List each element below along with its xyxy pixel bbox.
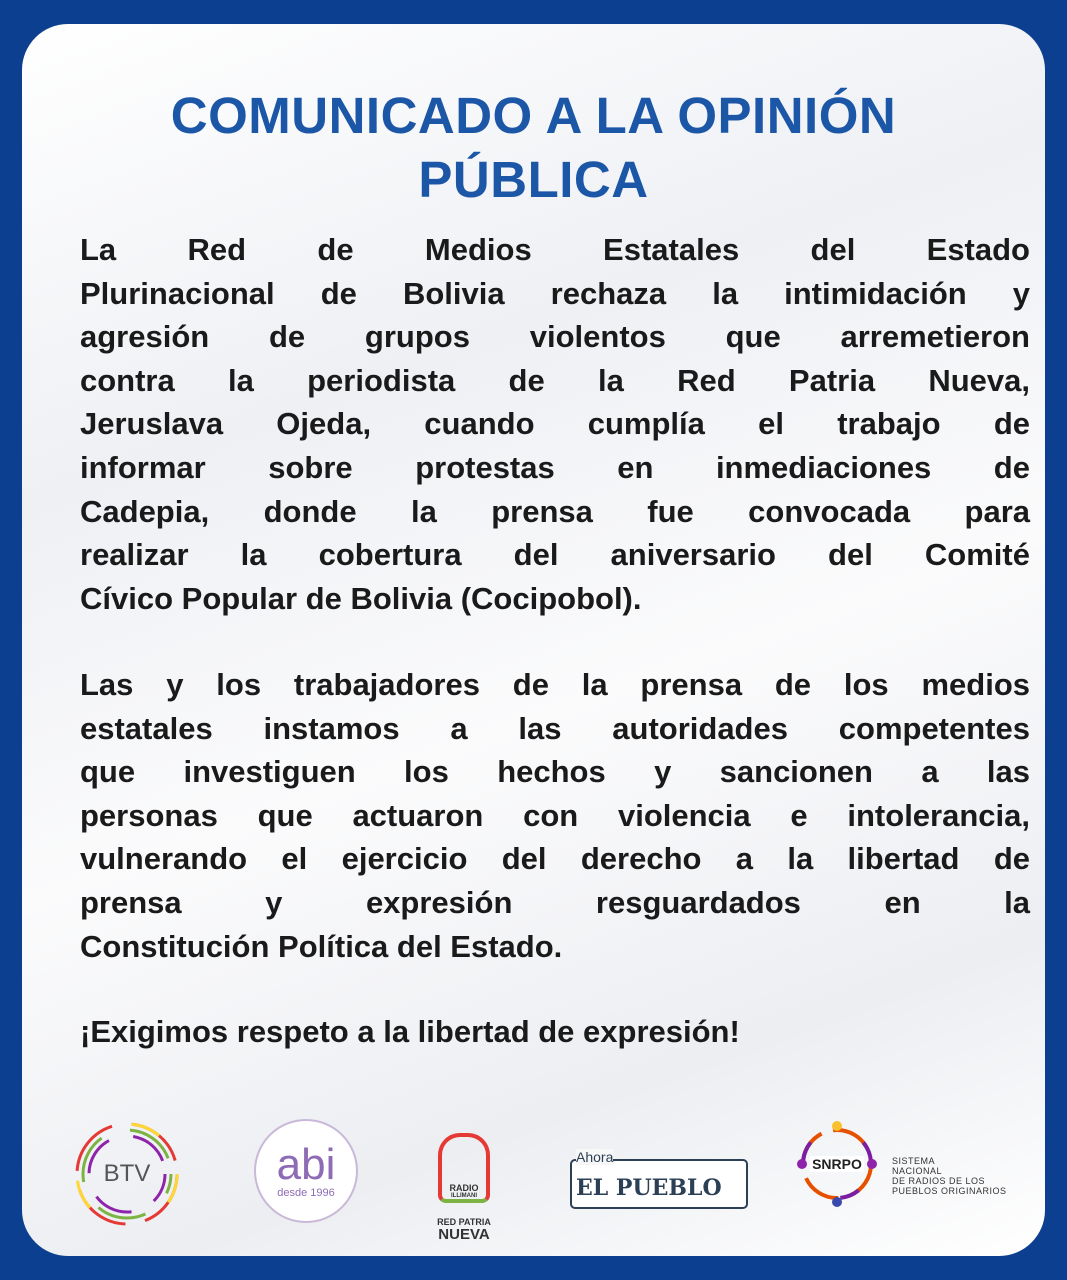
- paragraph: [80, 228, 1030, 620]
- paragraph-line: Cadepia, donde la prensa fue convocada para: [80, 493, 1030, 529]
- rpn-text: RED PATRIA: [437, 1216, 491, 1227]
- paragraph: [80, 1010, 1030, 1054]
- snrpo-logo: [792, 1119, 882, 1209]
- rpn-text-2: NUEVA: [438, 1225, 490, 1243]
- snrpo-caption-line: DE RADIOS DE LOS: [892, 1176, 986, 1186]
- paragraph-line: personas que actuaron con violencia e intolerancia,: [80, 797, 1030, 833]
- abi-subtext: desde 1996: [277, 1187, 335, 1199]
- paragraph-line: Las y los trabajadores de la prensa de los medios: [80, 667, 1030, 702]
- ahora-text: Ahora: [576, 1149, 614, 1165]
- paragraph-line: Plurinacional de Bolivia rechaza la intimidación y: [80, 275, 1030, 311]
- snrpo-caption: [892, 1156, 1007, 1196]
- radio-patria-nueva-logo: [434, 1127, 494, 1247]
- paragraph: [80, 663, 1030, 968]
- paragraph-line: Constitución Política del Estado.: [80, 928, 563, 964]
- btv-logo: [72, 1119, 182, 1229]
- snrpo-text: SNRPO: [812, 1156, 862, 1172]
- snrpo-caption-line: PUEBLOS ORIGINARIOS: [892, 1186, 1007, 1196]
- snrpo-caption-line: NACIONAL: [892, 1166, 943, 1176]
- radio-text: RADIO: [449, 1182, 479, 1193]
- paragraph-line: realizar la cobertura del aniversario del Comité: [80, 537, 1030, 573]
- paragraph-line: contra la periodista de la Red Patria Nueva,: [80, 362, 1030, 398]
- radio-subtext: ILLIMANI: [451, 1192, 477, 1199]
- paragraph-line: prensa y expresión resguardados en la: [80, 884, 1030, 920]
- btv-text: BTV: [103, 1160, 151, 1187]
- paragraph-line: informar sobre protestas en inmediaciones de: [80, 449, 1030, 485]
- paragraph-line: Jeruslava Ojeda, cuando cumplía el trabajo de: [80, 406, 1030, 442]
- paragraph-line: ¡Exigimos respeto a la libertad de expresión!: [80, 1014, 740, 1049]
- title-line: COMUNICADO A LA OPINIÓN: [170, 87, 897, 144]
- abi-logo: [254, 1119, 358, 1223]
- logo-strip: [22, 1119, 1045, 1249]
- snrpo-caption-line: SISTEMA: [892, 1156, 936, 1166]
- paragraph-line: que investiguen los hechos y sancionen a las: [80, 754, 1030, 790]
- page-title: [22, 84, 1045, 212]
- communique-card: [22, 24, 1045, 1256]
- paragraph-line: La Red de Medios Estatales del Estado: [80, 232, 1030, 267]
- abi-text: abi: [276, 1140, 336, 1189]
- paragraph-line: agresión de grupos violentos que arremetieron: [80, 319, 1030, 355]
- el-pueblo-text: EL PUEBLO: [576, 1175, 722, 1201]
- paragraph-line: Cívico Popular de Bolivia (Cocipobol).: [80, 580, 642, 616]
- paragraph-line: vulnerando el ejercicio del derecho a la libertad de: [80, 841, 1030, 877]
- ahora-el-pueblo-logo: [570, 1149, 748, 1209]
- title-line: PÚBLICA: [418, 151, 649, 208]
- paragraph-line: estatales instamos a las autoridades competentes: [80, 710, 1030, 746]
